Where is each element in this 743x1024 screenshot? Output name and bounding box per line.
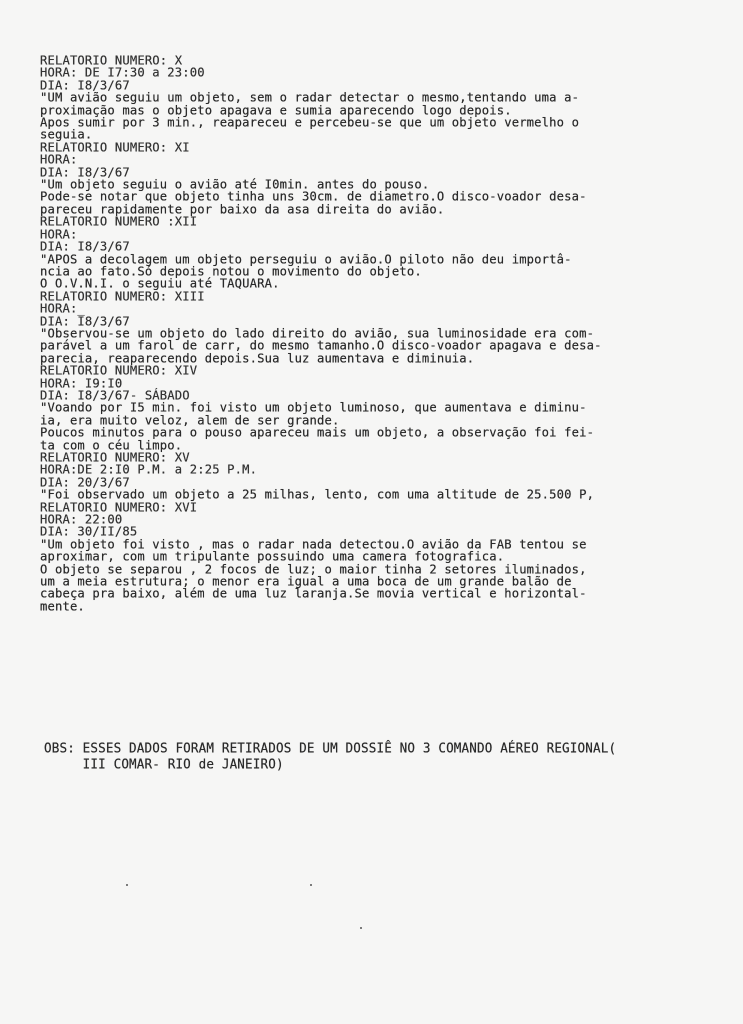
report-block [40, 364, 700, 451]
report-text-line: Apos sumir por 3 min., reapareceu e percebeu-se que um objeto vermelho o [40, 114, 580, 130]
report-header: RELATORIO NUMERO: XIII [40, 288, 205, 304]
report-block [40, 215, 700, 289]
report-text-line: proximação mas o objeto apagava e sumia aparecendo logo depois. [40, 102, 512, 118]
report-header: RELATORIO NUMERO: XIV [40, 363, 198, 378]
report-text-line: "Um objeto seguiu o avião até I0min. antes do pouso. [40, 177, 430, 192]
report-hora: HORA: [40, 226, 78, 242]
report-hora: HORA:DE 2:I0 P.M. a 2:25 P.M. [40, 462, 258, 478]
report-dia: DIA: I8/3/67 [40, 313, 130, 329]
report-text-line: ia, era muito veloz, alem de ser grande. [40, 412, 340, 428]
report-dia: DIA: I8/3/67 [40, 77, 130, 93]
report-block [40, 141, 700, 215]
report-header: RELATORIO NUMERO :XII [40, 214, 198, 229]
report-text-line: "Voando por I5 min. foi visto um objeto luminoso, que aumentava e diminu- [40, 400, 587, 416]
report-header: RELATORIO NUMERO: X [40, 52, 183, 68]
report-text-line: "APOS a decolagem um objeto perseguiu o avião.O piloto não deu importâ- [40, 251, 572, 267]
report-text-line: pareceu rapidamente por baixo da asa direita do avião. [40, 201, 445, 217]
report-hora: HORA: 22:00 [40, 511, 123, 527]
report-header: RELATORIO NUMERO: XVI [40, 499, 198, 515]
paper-speck [126, 884, 128, 886]
report-dia: DIA: I8/3/67- SÁBADO [40, 387, 190, 403]
report-dia: DIA: I8/3/67 [40, 239, 130, 254]
obs-line-1: OBS: ESSES DADOS FORAM RETIRADOS DE UM DOSSIÊ NO 3 COMANDO AÉREO REGIONAL( [44, 740, 617, 756]
paper-speck [310, 884, 312, 886]
report-dia: DIA: I8/3/67 [40, 164, 130, 180]
report-text-line: O O.V.N.I. o seguiu até TAQUARA. [40, 276, 280, 291]
report-text-line: ncia ao fato.Só depois notou o movimento do objeto. [40, 263, 422, 279]
report-text-line: aproximar, com um tripulante possuindo uma camera fotografica. [40, 549, 505, 564]
report-dia: DIA: 30/II/85 [40, 524, 138, 540]
report-text-line: O objeto se separou , 2 focos de luz; o maior tinha 2 setores iluminados, [40, 561, 587, 577]
report-text-line: seguia. [40, 127, 93, 143]
report-text-line: cabeça pra baixo, além de uma luz laranja.Se movia vertical e horizontal- [40, 586, 587, 602]
paper-speck [360, 927, 362, 929]
report-block [40, 451, 700, 501]
observation-note [44, 740, 704, 772]
reports-list [40, 54, 700, 612]
report-text-line: parável a um farol de carr, do mesmo tamanho.O disco-voador apagava e desa- [40, 338, 602, 353]
report-block [40, 54, 700, 141]
report-text-line: "UM avião seguiu um objeto, sem o radar detectar o mesmo,tentando uma a- [40, 90, 580, 105]
report-text-line: mente. [40, 598, 85, 614]
report-hora: HORA: DE I7:30 a 23:00 [40, 65, 205, 81]
report-text-line: Pode-se notar que objeto tinha uns 30cm. de diametro.O disco-voador desa- [40, 189, 587, 205]
report-hora: HORA: [40, 152, 78, 167]
report-dia: DIA: 20/3/67 [40, 474, 130, 490]
report-hora: HORA:_ [40, 301, 85, 316]
report-text-line: um a meia estrutura; o menor era igual a uma boca de um grande balão de [40, 574, 572, 589]
report-header: RELATORIO NUMERO: XV [40, 449, 190, 465]
report-header: RELATORIO NUMERO: XI [40, 139, 190, 155]
report-text-line: "Um objeto foi visto , mas o radar nada detectou.O avião da FAB tentou se [40, 536, 587, 552]
report-block [40, 501, 700, 613]
report-text-line: "Observou-se um objeto do lado direito do avião, sua luminosidade era com- [40, 325, 595, 341]
report-text-line: parecia, reaparecendo depois.Sua luz aumentava e diminuia. [40, 350, 475, 366]
report-text-line: Poucos minutos para o pouso apareceu mais um objeto, a observação foi fei- [40, 425, 595, 440]
obs-line-2: III COMAR- RIO de JANEIRO) [44, 756, 284, 772]
report-hora: HORA: I9:I0 [40, 375, 123, 391]
report-text-line: ta com o céu limpo. [40, 437, 183, 453]
report-text-line: "Foi observado um objeto a 25 milhas, lento, com uma altitude de 25.500 P, [40, 487, 595, 502]
report-block [40, 290, 700, 364]
